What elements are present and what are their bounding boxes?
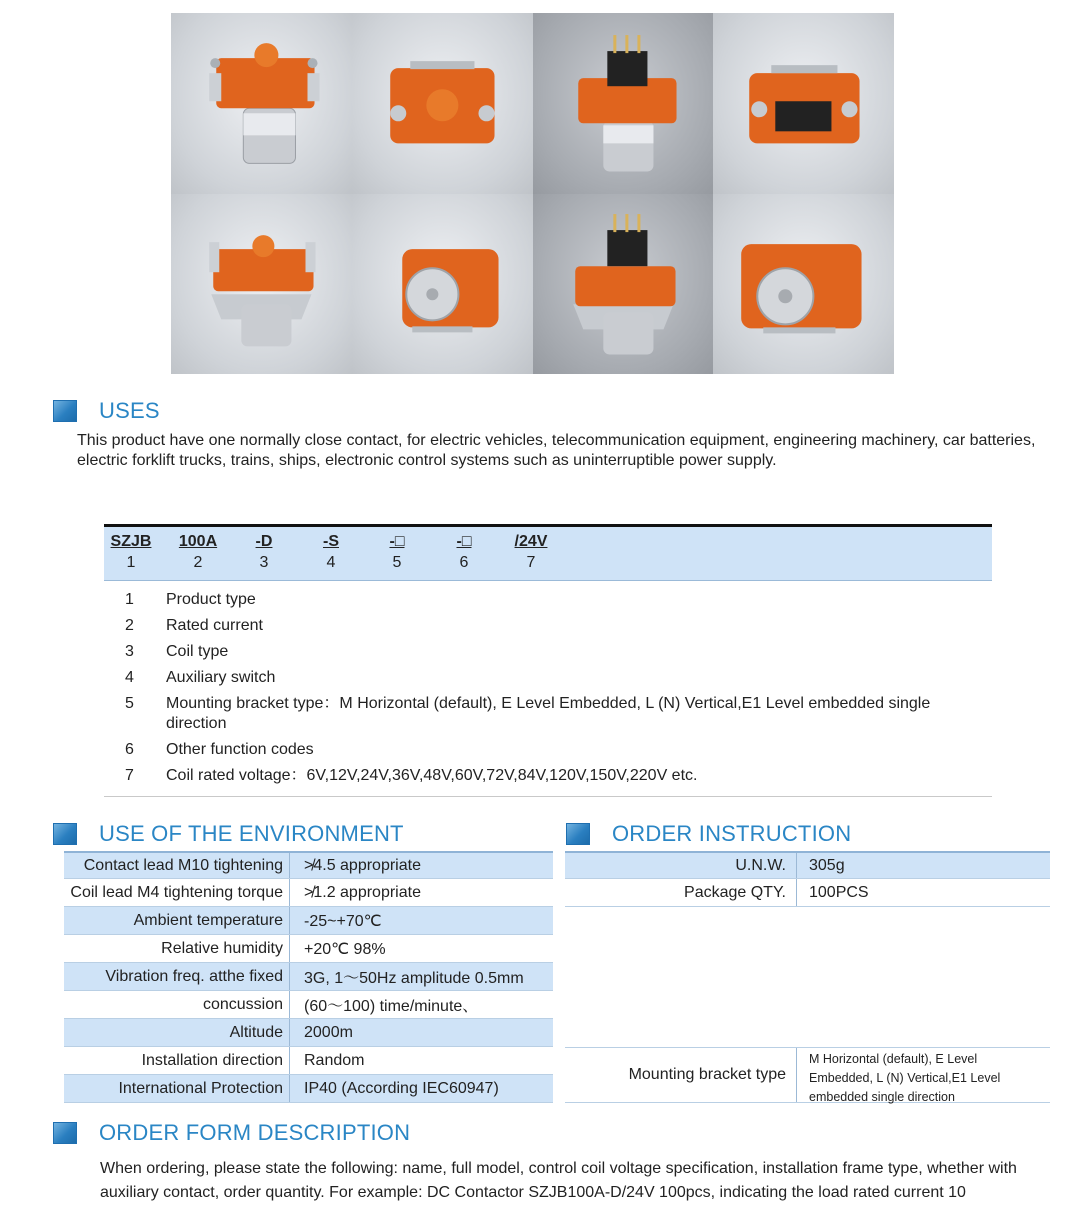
code-part-num: 3: [259, 554, 269, 571]
code-part-num: 6: [459, 554, 469, 571]
env-value: (60～100) time/minute、: [304, 998, 479, 1015]
product-photo-7: [533, 194, 714, 375]
legend-text: Product type: [166, 591, 256, 608]
list-item: [104, 668, 992, 688]
product-photo-5: [171, 194, 352, 375]
code-legend-list: [104, 590, 992, 792]
list-item: [104, 766, 992, 786]
env-value: -25~+70℃: [304, 912, 382, 930]
code-part-2: [168, 533, 228, 572]
legend-number: 5: [125, 695, 134, 712]
product-photo-grid: [171, 13, 894, 374]
code-part-1: [101, 533, 161, 572]
code-part-3: [234, 533, 294, 572]
env-key: Vibration freq. atthe fixed: [64, 963, 290, 990]
env-key: Installation direction: [64, 1047, 290, 1074]
code-part-num: 1: [126, 554, 136, 571]
legend-number: 1: [125, 591, 134, 608]
section-square-icon: [53, 400, 77, 422]
env-value: Random: [304, 1051, 365, 1069]
order-key: Mounting bracket type: [565, 1048, 797, 1102]
env-value: ≯4.5 appropriate: [304, 856, 421, 874]
code-part-code: -□: [389, 533, 405, 550]
product-photo-1: [171, 13, 352, 194]
environment-table: [64, 851, 553, 1103]
code-part-5: [367, 533, 427, 572]
code-part-code: /24V: [514, 533, 548, 550]
env-value: 3G, 1～50Hz amplitude 0.5mm: [304, 970, 524, 987]
code-part-code: -S: [323, 533, 339, 550]
table-row: [565, 879, 1050, 907]
legend-text: Mounting bracket type：M Horizontal (default), E Level Embedded, L (N) Vertical,E1 Level embedded single direction: [166, 695, 931, 732]
legend-divider: [104, 796, 992, 797]
code-part-7: [501, 533, 561, 572]
code-part-6: [434, 533, 494, 572]
list-item: [104, 616, 992, 636]
legend-text: Coil type: [166, 643, 229, 660]
product-photo-2: [352, 13, 533, 194]
table-row: [64, 907, 553, 935]
code-part-num: 4: [326, 554, 336, 571]
legend-number: 6: [125, 741, 134, 758]
environment-heading-text: USE OF THE ENVIRONMENT: [99, 821, 404, 846]
code-part-num: 7: [526, 554, 536, 571]
order-value: M Horizontal (default), E Level Embedded, L (N) Vertical,E1 Level embedded single direction: [809, 1052, 1001, 1104]
legend-text: Rated current: [166, 617, 263, 634]
code-part-num: 2: [193, 554, 203, 571]
env-key: International Protection: [64, 1075, 290, 1102]
table-row: [565, 1047, 1050, 1103]
product-photo-4: [713, 13, 894, 194]
legend-number: 3: [125, 643, 134, 660]
section-square-icon: [53, 1122, 77, 1144]
list-item: [104, 590, 992, 610]
code-part-code: -□: [456, 533, 472, 550]
order-heading: [566, 821, 851, 847]
table-row: [64, 963, 553, 991]
env-value: +20℃ 98%: [304, 940, 386, 958]
legend-text: Coil rated voltage：6V,12V,24V,36V,48V,60V,72V,84V,120V,150V,220V etc.: [166, 767, 698, 784]
uses-heading-text: USES: [99, 398, 160, 423]
order-value: 305g: [809, 856, 845, 874]
band-divider: [104, 580, 992, 581]
order-form-heading-text: ORDER FORM DESCRIPTION: [99, 1120, 411, 1145]
code-part-num: 5: [392, 554, 402, 571]
table-row: [64, 1075, 553, 1103]
section-square-icon: [53, 823, 77, 845]
table-row: [64, 1019, 553, 1047]
table-row: [64, 879, 553, 907]
product-photo-8: [713, 194, 894, 375]
table-row: [64, 991, 553, 1019]
legend-text: Auxiliary switch: [166, 669, 276, 686]
uses-heading: [53, 398, 160, 424]
list-item: [104, 740, 992, 760]
legend-number: 7: [125, 767, 134, 784]
env-key: Altitude: [64, 1019, 290, 1046]
env-key: Ambient temperature: [64, 907, 290, 934]
legend-number: 4: [125, 669, 134, 686]
uses-description: This product have one normally close contact, for electric vehicles, telecommunication equipment, engineering machinery, car batteries, electric forklift trucks, trains, ships, electronic control systems such as uninterruptible power supply.: [77, 432, 1036, 469]
order-key: Package QTY.: [565, 879, 797, 906]
env-key: Relative humidity: [64, 935, 290, 962]
env-key: concussion: [64, 991, 290, 1018]
code-part-code: -D: [255, 533, 273, 550]
table-row: [64, 851, 553, 879]
code-part-4: [301, 533, 361, 572]
model-code-band: [104, 524, 992, 580]
table-row: [565, 851, 1050, 879]
order-form-heading: [53, 1120, 410, 1146]
order-form-description: When ordering, please state the following: name, full model, control coil voltage specification, installation frame type, whether with auxiliary contact, order quantity. For example: DC Contactor SZJB100A-D/24V 100pcs, indicating the load rated current 10: [100, 1160, 1017, 1201]
environment-heading: [53, 821, 404, 847]
list-item: [104, 642, 992, 662]
table-row: [64, 935, 553, 963]
env-value: ≯1.2 appropriate: [304, 883, 421, 901]
table-row: [64, 1047, 553, 1075]
env-value: IP40 (According IEC60947): [304, 1079, 499, 1097]
list-item: [104, 694, 992, 734]
order-key: U.N.W.: [565, 853, 797, 878]
order-heading-text: ORDER INSTRUCTION: [612, 821, 852, 846]
section-square-icon: [566, 823, 590, 845]
product-photo-3: [533, 13, 714, 194]
env-key: Coil lead M4 tightening torque: [64, 879, 290, 906]
order-value: 100PCS: [809, 883, 869, 901]
code-part-code: 100A: [178, 533, 218, 550]
env-value: 2000m: [304, 1023, 353, 1041]
product-photo-6: [352, 194, 533, 375]
code-part-code: SZJB: [110, 533, 152, 550]
legend-text: Other function codes: [166, 741, 314, 758]
env-key: Contact lead M10 tightening: [64, 853, 290, 878]
legend-number: 2: [125, 617, 134, 634]
order-table: [565, 851, 1050, 1103]
